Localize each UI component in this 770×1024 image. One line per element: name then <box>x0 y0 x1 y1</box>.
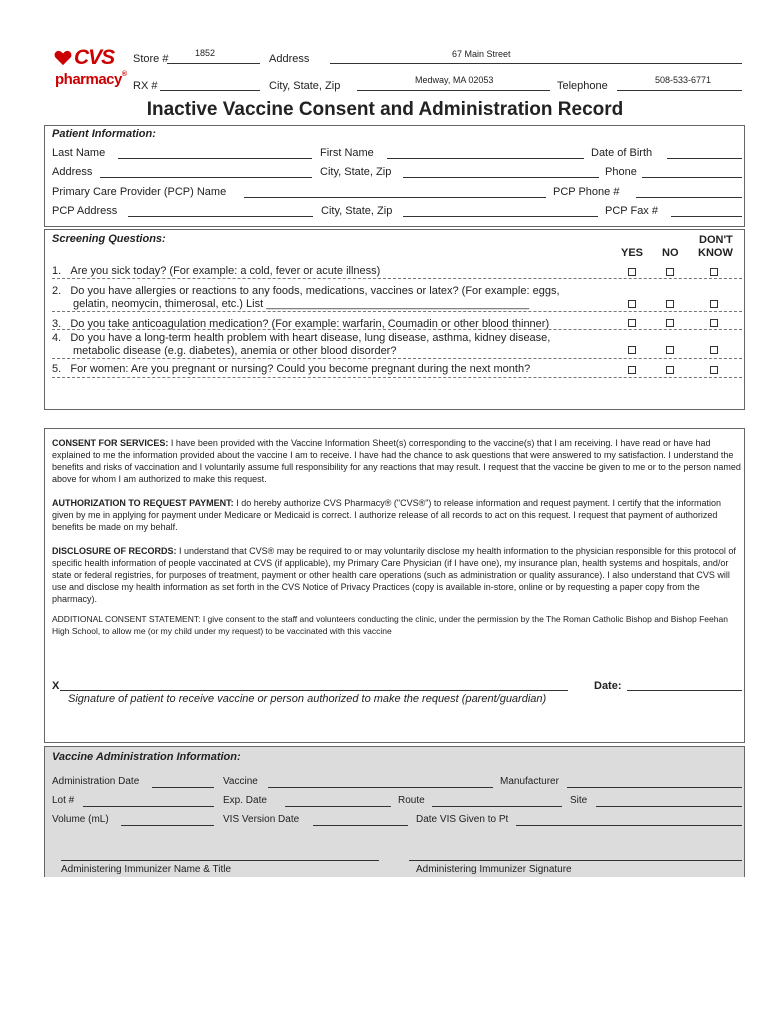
question-4: 4. Do you have a long-term health problem with heart disease, lung disease, asthma, kidney disease, <box>52 332 551 344</box>
q1-no-checkbox[interactable] <box>666 268 674 276</box>
q2-dont-know-checkbox[interactable] <box>710 300 718 308</box>
vaccine-label: Vaccine <box>223 776 258 787</box>
yes-header: YES <box>621 247 644 259</box>
authorization-paragraph: AUTHORIZATION TO REQUEST PAYMENT: I do hereby authorize CVS Pharmacy® ("CVS®") to release information and request payment. I certify that the information given by me in applying for payment under Medicare or Medicaid is correct. I authorize release of all records to act on this request. I request that payment of authorized benefits be made on my behalf. <box>52 498 722 532</box>
last-name-field[interactable] <box>118 158 312 159</box>
pcp-city-label: City, State, Zip <box>321 205 393 217</box>
dont-header-2: KNOW <box>698 247 733 259</box>
question-5: 5. For women: Are you pregnant or nursing? Could you become pregnant during the next month? <box>52 363 531 375</box>
page-title: Inactive Vaccine Consent and Administration Record <box>146 99 624 120</box>
question-2-line-2: gelatin, neomycin, thimerosal, etc.) List ___________________________________________ <box>73 298 530 310</box>
admin-date-label: Administration Date <box>52 776 140 787</box>
question-3: 3. Do you take anticoagulation medication? (For example: warfarin, Coumadin or other blood thinner) <box>52 318 550 330</box>
q5-yes-checkbox[interactable] <box>628 366 636 374</box>
q3-no-checkbox[interactable] <box>666 319 674 327</box>
site-label: Site <box>570 795 588 806</box>
divider <box>52 311 742 312</box>
store-value: 1852 <box>195 48 216 58</box>
pcp-address-label: PCP Address <box>52 205 118 217</box>
screening-section-title: Screening Questions: <box>52 233 166 245</box>
cvs-logo-text: CVS <box>74 46 115 69</box>
q1-yes-checkbox[interactable] <box>628 268 636 276</box>
q5-dont-know-checkbox[interactable] <box>710 366 718 374</box>
vis-given-field[interactable] <box>516 825 742 826</box>
q4-yes-checkbox[interactable] <box>628 346 636 354</box>
signature-x-mark: X <box>52 680 60 692</box>
manufacturer-label: Manufacturer <box>500 776 559 787</box>
last-name-label: Last Name <box>52 147 106 159</box>
consent-services-paragraph: CONSENT FOR SERVICES: I have been provided with the Vaccine Information Sheet(s) corresponding to the vaccine(s) that I am receiving. I have read or have had explained to me the information provided about the vaccine I am to receive. I have had the chance to ask questions that were answered to my satisfaction. I understand the benefits and risks of vaccination and I voluntarily assume full responsibility for any reactions that may result. I request that the vaccine be given to me or to the person named above for whom I am authorized to make this request. <box>52 438 741 484</box>
phone-label: Phone <box>605 166 637 178</box>
exp-date-label: Exp. Date <box>223 795 267 806</box>
rx-field[interactable] <box>160 90 260 91</box>
q3-dont-know-checkbox[interactable] <box>710 319 718 327</box>
pcp-city-field[interactable] <box>403 216 598 217</box>
lot-field[interactable] <box>83 806 214 807</box>
dont-header-1: DON'T <box>699 234 733 246</box>
signature-caption: Signature of patient to receive vaccine or person authorized to make the request (parent/guardian) <box>68 693 547 705</box>
dob-field[interactable] <box>667 158 742 159</box>
administration-box <box>44 746 745 877</box>
immunizer-name-field[interactable] <box>61 860 379 861</box>
address-value: 67 Main Street <box>452 49 511 59</box>
pcp-phone-field[interactable] <box>636 197 742 198</box>
date-label: Date: <box>594 680 622 692</box>
divider <box>52 278 742 279</box>
telephone-value: 508-533-6771 <box>655 75 712 85</box>
volume-label: Volume (mL) <box>52 814 109 825</box>
rx-label: RX # <box>133 80 158 92</box>
vis-version-field[interactable] <box>313 825 408 826</box>
question-1: 1. Are you sick today? (For example: a cold, fever or acute illness) <box>52 265 381 277</box>
q2-no-checkbox[interactable] <box>666 300 674 308</box>
city-label: City, State, Zip <box>269 80 341 92</box>
first-name-field[interactable] <box>387 158 584 159</box>
q5-no-checkbox[interactable] <box>666 366 674 374</box>
vis-version-label: VIS Version Date <box>223 814 300 825</box>
lot-label: Lot # <box>52 795 75 806</box>
patient-city-label: City, State, Zip <box>320 166 392 178</box>
site-field[interactable] <box>596 806 742 807</box>
patient-signature-field[interactable] <box>60 690 568 691</box>
patient-address-field[interactable] <box>100 177 312 178</box>
q2-yes-checkbox[interactable] <box>628 300 636 308</box>
manufacturer-field[interactable] <box>567 787 742 788</box>
divider <box>52 358 742 359</box>
city-field[interactable] <box>357 90 550 91</box>
question-2: 2. Do you have allergies or reactions to any foods, medications, vaccines or latex? (For example: eggs, <box>52 285 560 297</box>
address-label: Address <box>269 53 310 65</box>
no-header: NO <box>662 247 679 259</box>
additional-consent-paragraph: ADDITIONAL CONSENT STATEMENT: I give consent to the staff and volunteers conducting the clinic, under the permission by the The Roman Catholic Bishop and Bishop Feehan High School, to allow me (or my child under my request) to be vaccinated with this vaccine <box>52 614 728 636</box>
q3-yes-checkbox[interactable] <box>628 319 636 327</box>
telephone-label: Telephone <box>557 80 608 92</box>
vaccine-field[interactable] <box>268 787 493 788</box>
divider <box>52 377 742 378</box>
pcp-name-field[interactable] <box>244 197 546 198</box>
immunizer-name-label: Administering Immunizer Name & Title <box>61 864 232 875</box>
address-field[interactable] <box>330 63 742 64</box>
divider <box>52 329 742 330</box>
store-label: Store # <box>133 53 169 65</box>
route-field[interactable] <box>432 806 562 807</box>
cvs-heart-logo-icon <box>54 50 72 66</box>
pcp-address-field[interactable] <box>128 216 313 217</box>
pharmacy-logo-text: pharmacy® <box>55 71 127 88</box>
immunizer-signature-field[interactable] <box>409 860 742 861</box>
phone-field[interactable] <box>642 177 742 178</box>
q4-no-checkbox[interactable] <box>666 346 674 354</box>
immunizer-signature-label: Administering Immunizer Signature <box>416 864 572 875</box>
patient-city-field[interactable] <box>403 177 599 178</box>
telephone-field[interactable] <box>617 90 742 91</box>
pcp-phone-label: PCP Phone # <box>553 186 620 198</box>
q4-dont-know-checkbox[interactable] <box>710 346 718 354</box>
disclosure-paragraph: DISCLOSURE OF RECORDS: I understand that CVS® may be required to or may voluntarily disclose my health information to the physician responsible for this protocol of specific health information of people vaccinated at CVS (if applicable), my Primary Care Physician (if I have one), my insurance plan, health systems and hospitals, and/or state or federal registries, for purposes of treatment, payment or other health care operations (such as administration or quality assurance). I also understand that CVS will use and disclose my health information as set forth in the CVS Notice of Privacy Practices (copy is available in-store, online or by requesting a paper copy from the pharmacy). <box>52 546 736 604</box>
consent-date-field[interactable] <box>627 690 742 691</box>
admin-date-field[interactable] <box>152 787 214 788</box>
volume-field[interactable] <box>121 825 214 826</box>
administration-section-title: Vaccine Administration Information: <box>52 751 241 763</box>
address-label: Address <box>52 166 93 178</box>
question-4-line-2: metabolic disease (e.g. diabetes), anemia or other blood disorder? <box>73 345 397 357</box>
pcp-fax-label: PCP Fax # <box>605 205 658 217</box>
route-label: Route <box>398 795 425 806</box>
pcp-name-label: Primary Care Provider (PCP) Name <box>52 186 227 198</box>
first-name-label: First Name <box>320 147 374 159</box>
store-field[interactable] <box>167 63 260 64</box>
patient-section-title: Patient Information: <box>52 128 156 140</box>
dob-label: Date of Birth <box>591 147 653 159</box>
pcp-fax-field[interactable] <box>671 216 742 217</box>
city-value: Medway, MA 02053 <box>415 75 494 85</box>
exp-date-field[interactable] <box>285 806 391 807</box>
vis-given-label: Date VIS Given to Pt <box>416 814 509 825</box>
q1-dont-know-checkbox[interactable] <box>710 268 718 276</box>
